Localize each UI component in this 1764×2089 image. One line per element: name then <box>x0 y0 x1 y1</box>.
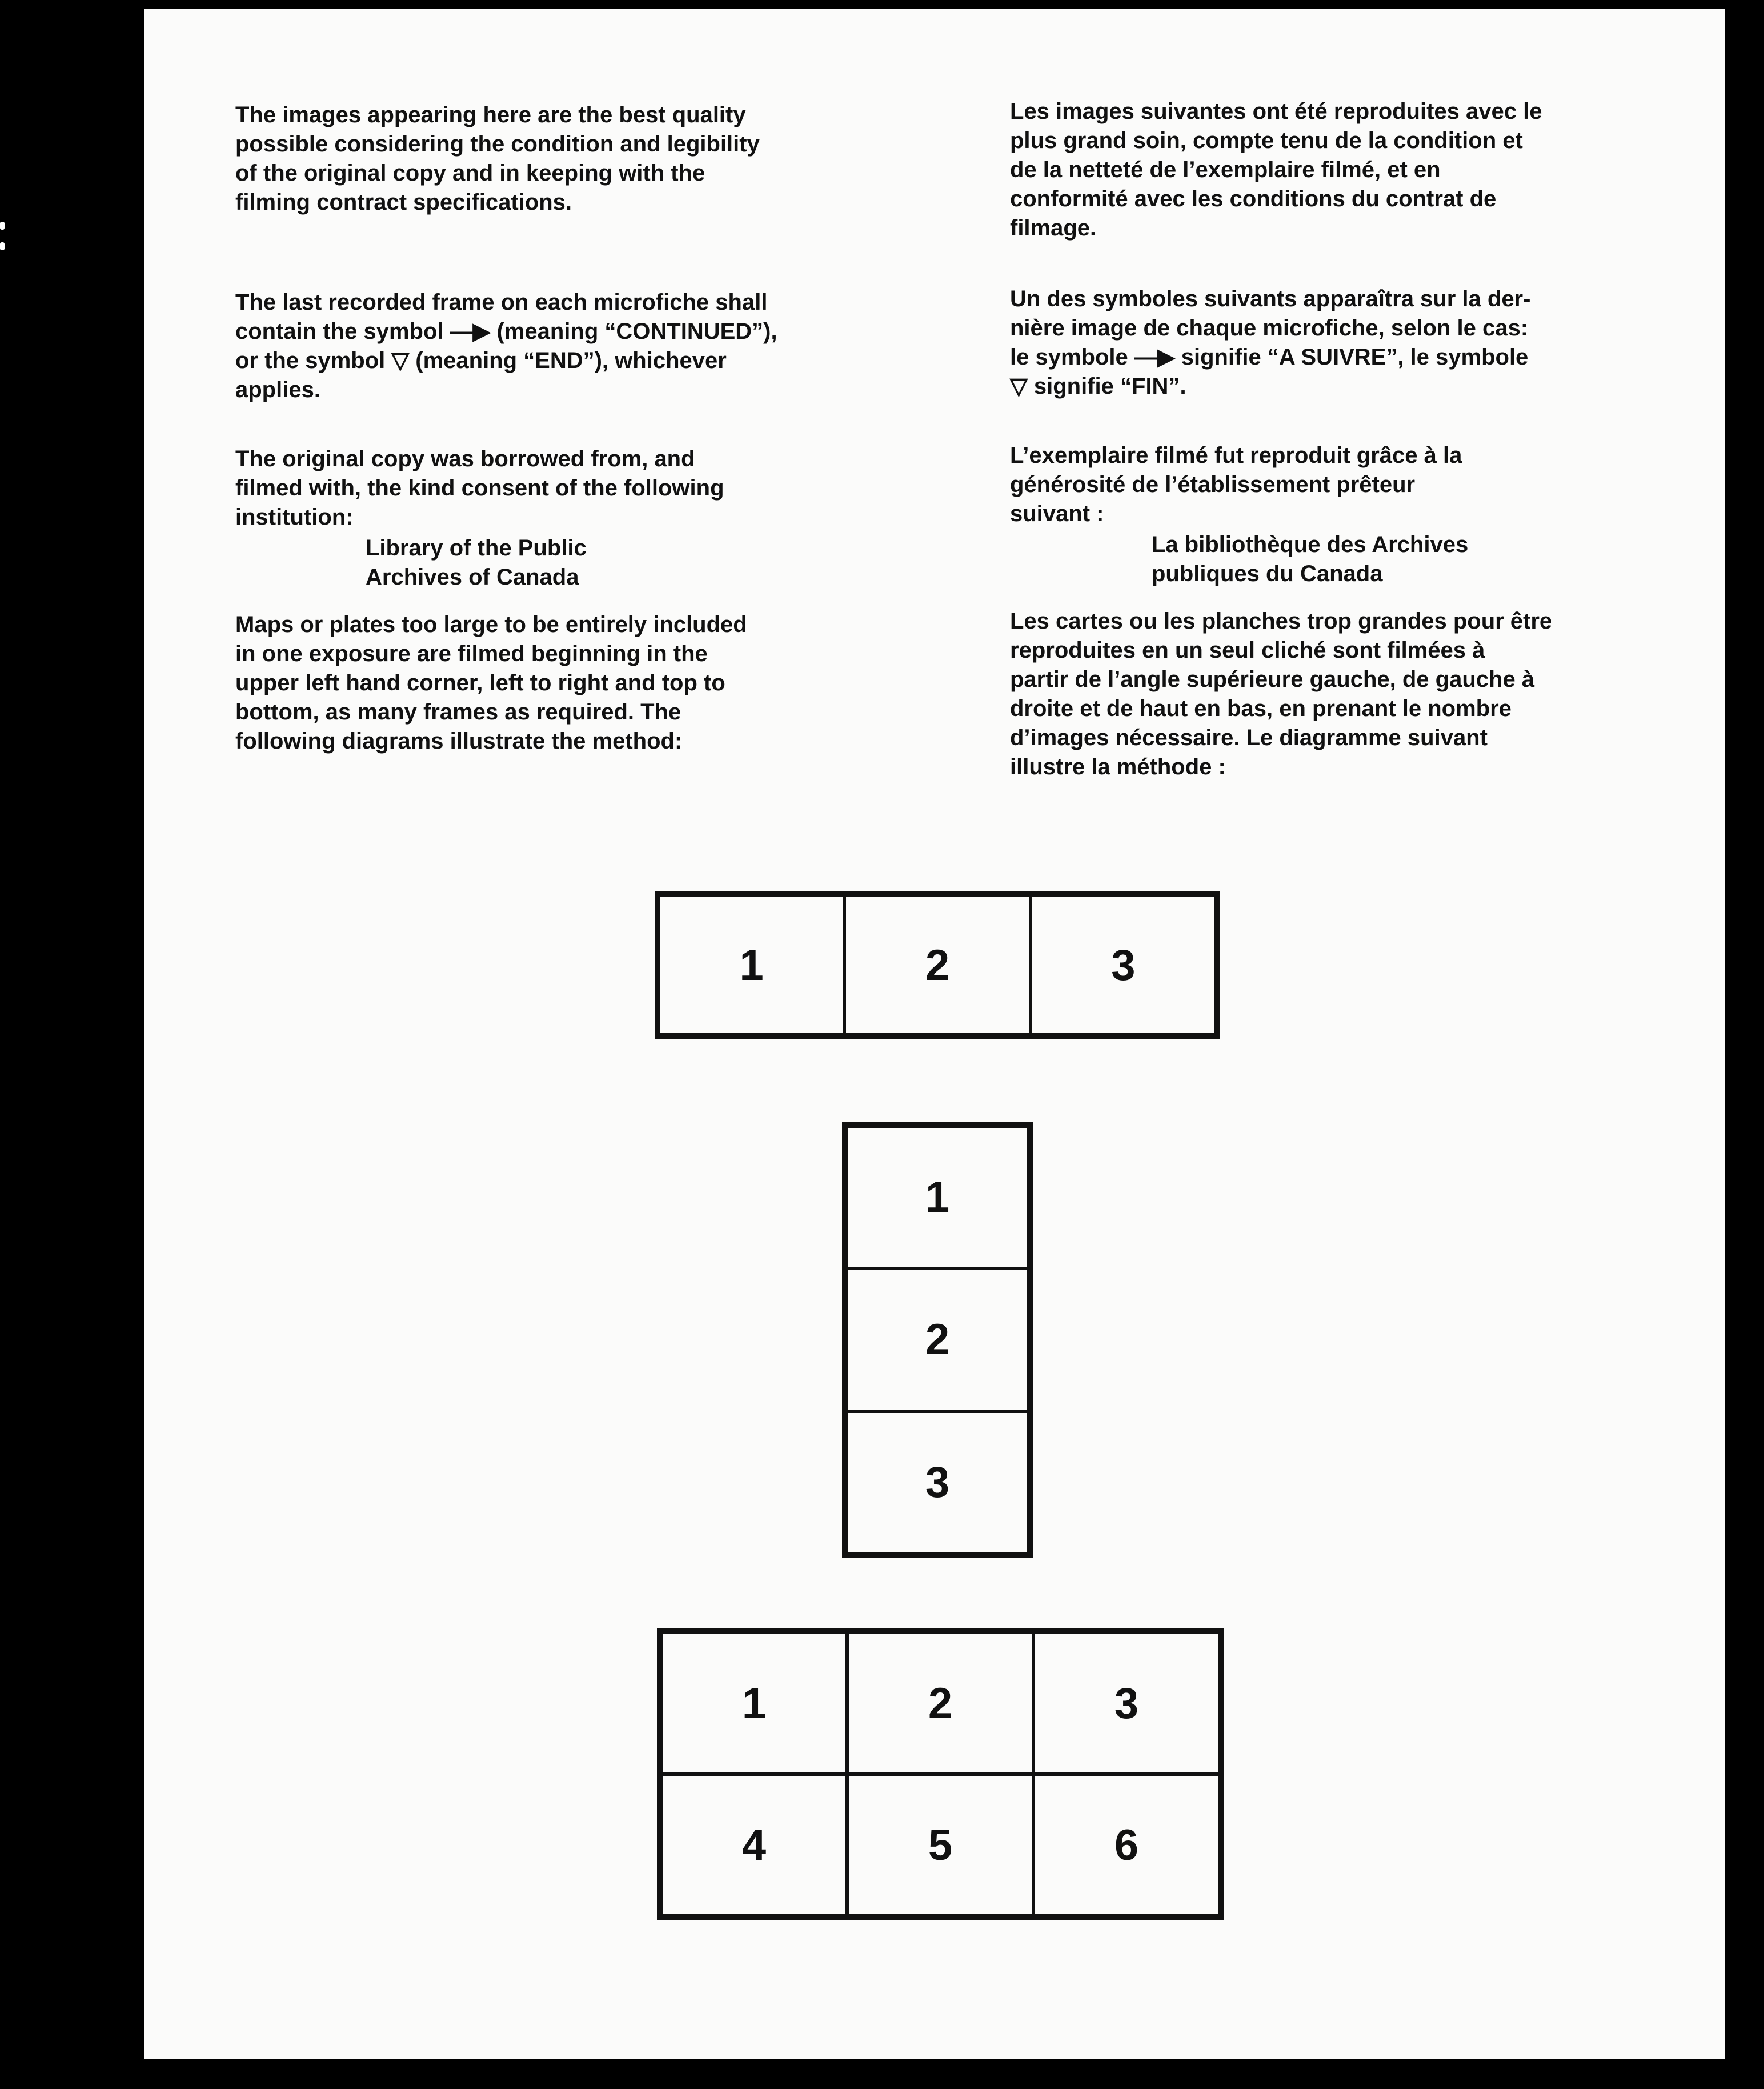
frame-1: 1 <box>661 1632 847 1774</box>
english-symbol-note: The last recorded frame on each microfiche shall contain the symbol —▶ (meaning “CONTINUED”), or the symbol ▽ (meaning “END”), whichever applies. <box>235 290 777 402</box>
diagram-horizontal-row <box>655 891 1220 1039</box>
french-maps-note: Les cartes ou les planches trop grandes pour être reproduites en un seul cliché sont filmées à partir de l’angle supérieure gauche, de gauche à droite et de haut en bas, en prenant le nombre d’images nécessaire. Le diagramme suivant illustre la méthode : <box>1010 609 1553 779</box>
english-borrowed-note: The original copy was borrowed from, and filmed with, the kind consent of the following institution: <box>235 446 724 530</box>
diagram-grid <box>657 1628 1224 1920</box>
frame-4: 4 <box>661 1774 847 1916</box>
english-quality-note: The images appearing here are the best quality possible considering the condition and legibility of the original copy and in keeping with the filming contract specifications. <box>235 102 760 215</box>
diagram-vertical-column <box>842 1122 1033 1558</box>
french-quality-note: Les images suivantes ont été reproduites avec le plus grand soin, compte tenu de la condition et de la netteté de l’exemplaire filmé, et en conformité avec les conditions du contrat de filmage. <box>1010 99 1542 241</box>
scan-speck <box>0 242 5 250</box>
frame-3: 3 <box>1033 1632 1220 1774</box>
microfiche-target-page <box>144 9 1725 2059</box>
frame-6: 6 <box>1033 1774 1220 1916</box>
french-borrowed-note: L’exemplaire filmé fut reproduit grâce à la générosité de l’établissement prêteur suivant : <box>1010 443 1462 526</box>
french-institution-name: La bibliothèque des Archives publiques du Canada <box>1152 532 1469 586</box>
english-institution-name: Library of the Public Archives of Canada <box>366 535 587 590</box>
frame-2: 2 <box>844 895 1030 1035</box>
frame-3: 3 <box>1031 895 1216 1035</box>
frame-2: 2 <box>846 1268 1029 1411</box>
frame-5: 5 <box>847 1774 1033 1916</box>
frame-2: 2 <box>847 1632 1033 1774</box>
frame-3: 3 <box>846 1411 1029 1554</box>
scan-speck <box>0 222 5 230</box>
frame-1: 1 <box>659 895 844 1035</box>
french-symbol-note: Un des symboles suivants apparaîtra sur la der- nière image de chaque microfiche, selon le cas: le symbole —▶ signifie “A SUIVRE”, le symbole ▽ signifie “FIN”. <box>1010 286 1531 399</box>
english-maps-note: Maps or plates too large to be entirely included in one exposure are filmed beginning in the upper left hand corner, left to right and top to bottom, as many frames as required. The following diagrams illustrate the method: <box>235 612 747 754</box>
frame-1: 1 <box>846 1126 1029 1268</box>
